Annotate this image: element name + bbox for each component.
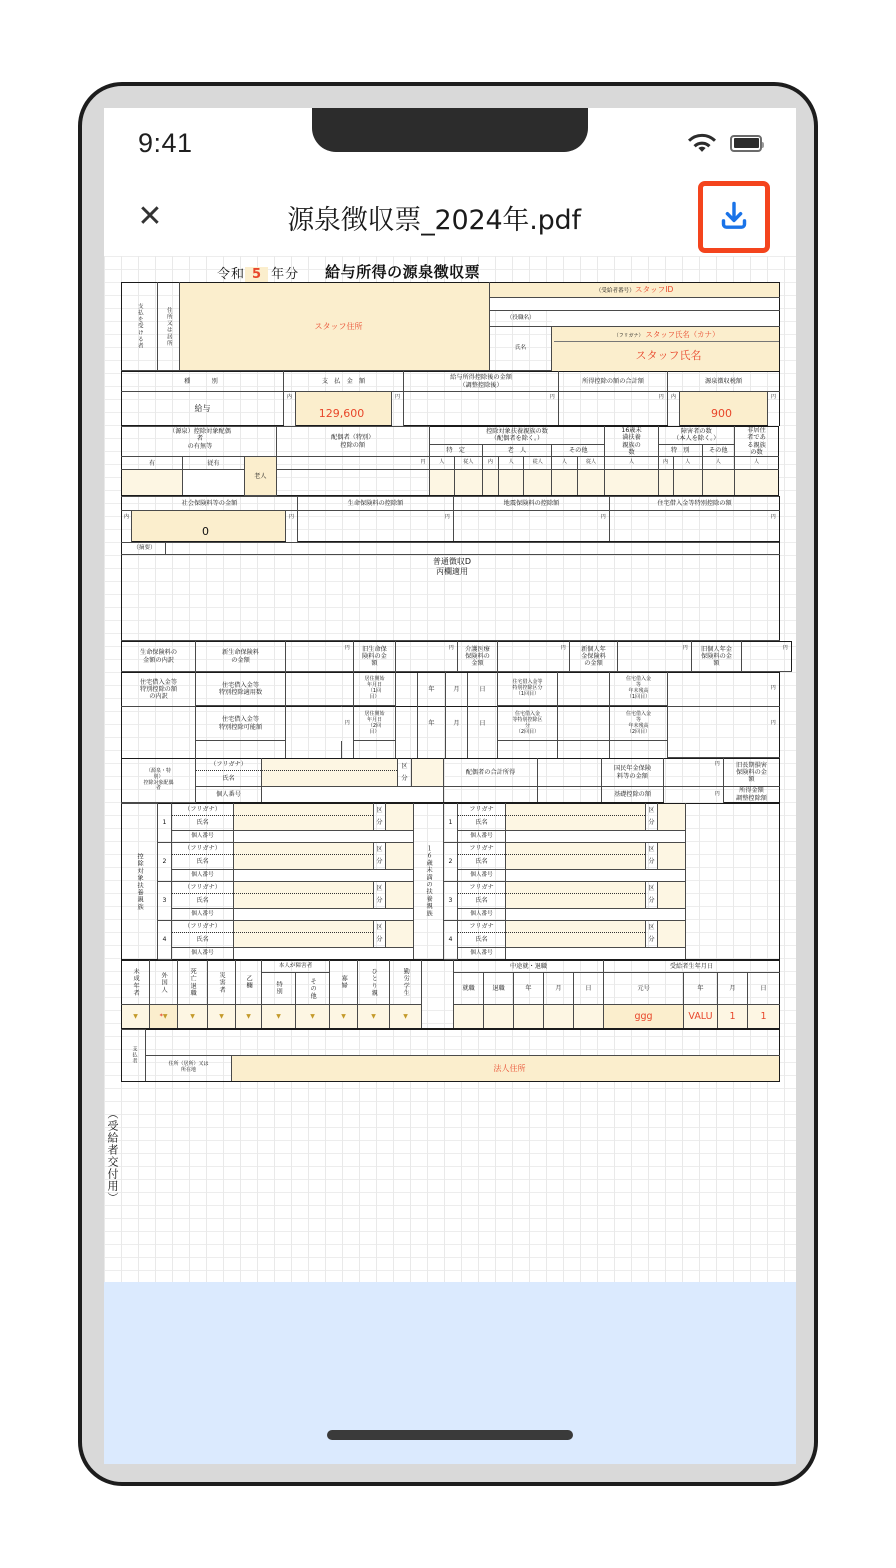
national-pension-yen: 円	[712, 759, 724, 771]
employment-col-retire: 退職	[484, 972, 514, 1004]
employment-value-retire	[484, 1004, 514, 1028]
dep-right-furigana-value-3	[506, 881, 646, 893]
dep-left-kubun-value-3	[386, 881, 414, 908]
dep-right-name-value-1	[506, 815, 646, 830]
under16-header: 16歳未 満扶養 親族の 数	[605, 427, 658, 457]
flag-cell-foreigner: *▼	[150, 1004, 178, 1028]
dep-right-num-1: 1	[444, 803, 458, 842]
dep-right-mynumber-value-1	[506, 830, 686, 842]
elderly-header: 老 人	[482, 444, 551, 457]
housing-detail-row-label: 住宅借入金等 特別控除の額 の内訳	[122, 673, 196, 707]
flag-label-widow: 寡婦	[330, 960, 358, 1004]
housing-balance2-header: 住宅借入金 等 年末残高 （2回目）	[610, 707, 668, 741]
payer-block	[121, 1029, 780, 1082]
quake-insurance-header: 地震保険料の控除額	[454, 497, 610, 511]
dep-right-mynumber-value-4	[506, 947, 686, 959]
dep-left-kubun-3: 区 分	[374, 881, 386, 908]
close-icon[interactable]: ✕	[137, 200, 163, 233]
dep-right-mynumber-label-3: 個人番号	[458, 908, 506, 920]
remarks-body	[122, 555, 780, 641]
disabled-others-unit: 人	[702, 457, 734, 470]
dep-right-kubun-1: 区 分	[646, 803, 658, 830]
dependents-right-label: １６歳未満の扶養親族	[414, 803, 444, 959]
dependents-block	[121, 803, 780, 960]
employment-col-day: 日	[574, 972, 604, 1004]
dep-right-name-value-3	[506, 893, 646, 908]
birthdate-col-day: 日	[748, 972, 780, 1004]
flag-cell-special: ▼	[262, 1004, 296, 1028]
birthdate-value-era: ggg	[604, 1004, 684, 1028]
flag-cell-working-student: ▼	[390, 1004, 422, 1028]
flag-label-working-student: 勤労学生	[390, 960, 422, 1004]
national-pension-label: 国民年金保険 料等の金額	[602, 759, 664, 787]
housing-start2-month: 月	[446, 707, 468, 741]
spouse-mynumber-value	[262, 787, 444, 803]
pdf-page	[104, 256, 796, 1282]
payer-address-label: 住所（居所）又は 所在地	[146, 1055, 232, 1081]
social-inner: 内	[122, 511, 132, 524]
phone-screen	[104, 108, 796, 1464]
employment-value-hire	[454, 1004, 484, 1028]
social-insurance-header: 社会保険料等の金額	[122, 497, 298, 511]
dep-left-name-label-4: 氏名	[172, 932, 234, 947]
disabled-inner: 内	[658, 457, 673, 470]
dep-left-num-1: 1	[158, 803, 172, 842]
spouse-detail-block	[121, 758, 780, 803]
specific-unit: 人	[429, 457, 454, 470]
spouse-income-label: 配偶者の合計所得	[444, 759, 538, 787]
remarks-line-2: 丙欄適用	[436, 566, 468, 576]
recipient-copy-label: （受給者交付用）	[106, 1108, 119, 1204]
withholding-tax-value: 900	[680, 405, 768, 426]
disabled-special-header: 特 別	[658, 444, 702, 457]
employment-col-month: 月	[544, 972, 574, 1004]
tax-inner-mark: 内	[668, 392, 680, 405]
amount-header-type: 種 別	[122, 372, 284, 392]
dep-left-furigana-value-4	[234, 920, 374, 932]
dependents-count-header: 控除対象扶養親族の数 （配偶者を除く。）	[429, 427, 605, 445]
dep-right-kubun-value-1	[658, 803, 686, 830]
spouse-name-value	[262, 771, 398, 787]
spouse-yes-cell: 有	[122, 457, 183, 470]
recipient-position-value	[552, 311, 780, 327]
housing-start2-day: 日	[468, 707, 498, 741]
era-label: 令和	[217, 266, 246, 282]
paid-amount-value: 129,600	[296, 405, 392, 426]
housing-loan-value	[610, 524, 768, 542]
dep-left-name-label-1: 氏名	[172, 815, 234, 830]
dep-right-name-value-2	[506, 854, 646, 869]
birthdate-col-year: 年	[684, 972, 718, 1004]
recipient-block	[121, 282, 780, 371]
spouse-furigana-label: （フリガナ）	[196, 759, 262, 771]
birthdate-title: 受給者生年月日	[604, 960, 780, 972]
specific-header: 特 定	[429, 444, 482, 457]
specific-sub-unit: 従人	[455, 457, 483, 470]
employment-title: 中途就・退職	[454, 960, 604, 972]
self-disabled-header: 本人が障害者	[262, 960, 330, 972]
amount-header-total: 所得控除の額の合計額	[559, 372, 668, 392]
housing-class2-header: 住宅借入金 等特別控除区 分 （2回目）	[498, 707, 558, 741]
amount-header-paid: 支 払 金 額	[284, 372, 404, 392]
spouse-kubun-label: 区 分	[398, 759, 412, 787]
flags-and-dates-block	[121, 960, 780, 1029]
dep-right-kubun-value-3	[658, 881, 686, 908]
dep-left-name-label-2: 氏名	[172, 854, 234, 869]
dep-left-furigana-label-1: （フリガナ）	[172, 803, 234, 815]
status-indicators	[688, 133, 762, 154]
care-yen: 円	[558, 642, 570, 655]
dep-left-name-value-2	[234, 854, 374, 869]
old-pension-yen: 円	[780, 642, 792, 655]
dep-left-furigana-label-4: （フリガナ）	[172, 920, 234, 932]
battery-icon	[730, 135, 762, 152]
disabled-count-header: 障害者の数 （本人を除く。）	[658, 427, 734, 445]
phone-frame	[78, 82, 818, 1486]
spouse-kubun-value	[412, 759, 444, 787]
amount-header-tax: 源泉徴収税額	[668, 372, 780, 392]
life-insurance-value	[298, 524, 442, 542]
housing-balance1-yen: 円	[768, 673, 780, 706]
total-deduction-value	[559, 405, 656, 426]
dep-left-mynumber-label-4: 個人番号	[172, 947, 234, 959]
dep-left-kubun-2: 区 分	[374, 842, 386, 869]
dep-right-num-2: 2	[444, 842, 458, 881]
birthdate-value-day: 1	[748, 1004, 780, 1028]
flag-cell-death: ▼	[178, 1004, 208, 1028]
dep-right-mynumber-value-3	[506, 908, 686, 920]
dep-right-num-4: 4	[444, 920, 458, 959]
social-insurance-value: 0	[132, 524, 286, 542]
housing-start1-day: 日	[468, 673, 498, 706]
wifi-icon	[688, 133, 716, 154]
spouse-subyes-cell: 従有	[183, 457, 244, 470]
spouse-furigana-value	[262, 759, 398, 771]
remarks-block	[121, 542, 780, 641]
dep-left-kubun-value-1	[386, 803, 414, 830]
app-bar	[104, 178, 796, 256]
dep-left-mynumber-value-3	[234, 908, 414, 920]
spouse-special-header: 配偶者（特別） 控除の額	[276, 427, 429, 457]
dep-right-furigana-label-3: フリガナ	[458, 881, 506, 893]
year-suffix: 年分	[271, 266, 300, 282]
dep-left-furigana-value-2	[234, 842, 374, 854]
dep-left-kubun-4: 区 分	[374, 920, 386, 947]
new-pension-header: 新個人年 金保険料 の金額	[570, 642, 618, 672]
nonresident-unit: 人	[734, 457, 778, 470]
recipient-row-label: 支払を受ける者	[122, 283, 158, 371]
dep-left-name-label-3: 氏名	[172, 893, 234, 908]
dep-left-mynumber-value-1	[234, 830, 414, 842]
dep-right-kubun-value-2	[658, 842, 686, 869]
dep-left-kubun-value-2	[386, 842, 414, 869]
deduction-counts-block	[121, 426, 779, 496]
paid-yen-mark: 円	[392, 392, 404, 405]
elderly-inner: 内	[482, 457, 498, 470]
dep-left-kubun-1: 区 分	[374, 803, 386, 830]
dep-right-kubun-4: 区 分	[646, 920, 658, 947]
after-deduction-value	[404, 405, 547, 426]
old-life-header: 旧生命保 険料の金 額	[354, 642, 396, 672]
recipient-number-cell: （受給者番号）スタッフID	[490, 283, 780, 298]
download-button[interactable]	[698, 181, 770, 253]
dep-right-furigana-value-4	[506, 920, 646, 932]
flag-cell-widow: ▼	[330, 1004, 358, 1028]
dep-right-kubun-2: 区 分	[646, 842, 658, 869]
elderly-sub-unit: 従人	[524, 457, 552, 470]
recipient-number-blank	[490, 298, 780, 311]
new-pension-yen: 円	[680, 642, 692, 655]
life-yen: 円	[442, 511, 454, 524]
income-adjust-label: 所得金額 調整控除額	[724, 787, 780, 803]
others-unit: 人	[552, 457, 577, 470]
form-main-title: 給与所得の源泉徴収票	[325, 263, 481, 282]
spouse-block-label: （源泉・特 別） 控除対象配偶 者	[122, 759, 196, 803]
housing-start2-year: 年	[418, 707, 446, 741]
download-icon	[716, 199, 752, 235]
status-clock: 9:41	[138, 127, 193, 158]
dep-right-mynumber-label-2: 個人番号	[458, 869, 506, 881]
dep-left-mynumber-label-1: 個人番号	[172, 830, 234, 842]
dep-right-furigana-label-4: フリガナ	[458, 920, 506, 932]
housing-applied-header: 住宅借入金等 特別控除適用数	[196, 673, 286, 706]
amount-header-after: 給与所得控除後の金額 （調整控除後）	[404, 372, 559, 392]
spouse-name-label: 氏名	[196, 771, 262, 787]
dep-left-furigana-label-3: （フリガナ）	[172, 881, 234, 893]
old-life-yen: 円	[446, 642, 458, 655]
old-longterm-label: 旧長期損害 保険料の金 額	[724, 759, 780, 787]
dep-left-mynumber-label-3: 個人番号	[172, 908, 234, 920]
birthdate-value-month: 1	[718, 1004, 748, 1028]
amount-type-value: 給与	[122, 392, 284, 426]
dep-left-num-2: 2	[158, 842, 172, 881]
document-title: 源泉徴収票_2024年.pdf	[287, 204, 581, 236]
dep-right-num-3: 3	[444, 881, 458, 920]
employment-col-hire: 就職	[454, 972, 484, 1004]
dep-right-name-label-2: 氏名	[458, 854, 506, 869]
dep-right-mynumber-label-4: 個人番号	[458, 947, 506, 959]
flag-label-death: 死亡退職	[178, 960, 208, 1004]
flag-cell-minor: ▼	[122, 1004, 150, 1028]
dep-left-mynumber-value-4	[234, 947, 414, 959]
dependents-left-label: 控除対象扶養親族	[122, 803, 158, 959]
dep-right-mynumber-label-1: 個人番号	[458, 830, 506, 842]
flag-label-other: その他	[296, 972, 330, 1004]
new-life-header: 新生命保険料 の金額	[196, 642, 286, 672]
form-title-row	[121, 260, 779, 282]
dep-right-kubun-3: 区 分	[646, 881, 658, 908]
spouse-deduction-title: （源泉）控除対象配偶 者 の有無等	[122, 427, 277, 457]
dep-right-mynumber-value-2	[506, 869, 686, 881]
flag-label-minor: 未成年者	[122, 960, 150, 1004]
disabled-others-header: その他	[702, 444, 734, 457]
under16-unit: 人	[605, 457, 658, 470]
withholding-slip-form	[121, 260, 788, 1082]
housing-yen: 円	[768, 511, 780, 524]
birthdate-value-year: VALU	[684, 1004, 718, 1028]
elderly-unit: 人	[498, 457, 523, 470]
insurance-totals-block	[121, 496, 780, 542]
era-year-value: 5	[245, 267, 268, 282]
flag-cell-other: ▼	[296, 1004, 330, 1028]
flag-label-disaster: 災害者	[208, 960, 236, 1004]
flag-cell-otsu: ▼	[236, 1004, 262, 1028]
dep-left-num-3: 3	[158, 881, 172, 920]
flag-cell-disaster: ▼	[208, 1004, 236, 1028]
spouse-income-value	[538, 759, 602, 787]
home-indicator	[327, 1430, 573, 1440]
old-pension-header: 旧個人年金 保険料の金 額	[692, 642, 742, 672]
flag-cell-single-parent: ▼	[358, 1004, 390, 1028]
dep-right-furigana-value-2	[506, 842, 646, 854]
remarks-line-1: 普通徴収D	[432, 557, 472, 567]
phone-notch	[312, 108, 588, 152]
recipient-name-cell: （フリガナ） スタッフ氏名（カナ） スタッフ氏名	[552, 327, 780, 371]
life-insurance-detail-block	[121, 641, 792, 672]
birthdate-col-month: 月	[718, 972, 748, 1004]
dep-right-furigana-label-1: フリガナ	[458, 803, 506, 815]
basic-deduction-yen: 円	[712, 787, 724, 803]
housing-start1-year: 年	[418, 673, 446, 706]
dep-left-name-value-3	[234, 893, 374, 908]
disabled-special-unit: 人	[673, 457, 702, 470]
total-yen-mark: 円	[656, 392, 668, 405]
after-yen-mark: 円	[547, 392, 559, 405]
care-header: 介護医療 保険料の 金額	[458, 642, 498, 672]
employment-col-year: 年	[514, 972, 544, 1004]
recipient-position-label: （役職名）	[490, 311, 552, 327]
others-sub-unit: 従人	[577, 457, 605, 470]
dep-left-mynumber-label-2: 個人番号	[172, 869, 234, 881]
social-yen: 円	[286, 511, 298, 524]
new-life-yen: 円	[342, 642, 354, 655]
spouse-elderly-cell: 老人	[244, 457, 276, 496]
employment-value-year	[514, 1004, 544, 1028]
dep-right-name-label-3: 氏名	[458, 893, 506, 908]
dep-left-furigana-label-2: （フリガナ）	[172, 842, 234, 854]
flag-label-foreigner: 外国人	[150, 960, 178, 1004]
birthdate-col-era: 元号	[604, 972, 684, 1004]
nonresident-header: 非居住 者であ る親族 の数	[734, 427, 778, 457]
payer-address-value: 法人住所	[232, 1055, 780, 1081]
recipient-address-value: スタッフ住所	[180, 283, 490, 371]
dep-left-kubun-value-4	[386, 920, 414, 947]
dep-right-furigana-label-2: フリガナ	[458, 842, 506, 854]
housing-start2-header: 居住開始 年月日 （2回 目）	[354, 707, 396, 741]
dep-right-furigana-value-1	[506, 803, 646, 815]
employment-value-day	[574, 1004, 604, 1028]
flag-label-otsu: 乙欄	[236, 960, 262, 1004]
housing-balance1-header: 住宅借入金 等 年末残高 （1回目）	[610, 673, 668, 706]
payer-label: 支払者	[122, 1029, 146, 1081]
paid-inner-mark: 内	[284, 392, 296, 405]
employment-value-month	[544, 1004, 574, 1028]
remarks-label: （摘要）	[122, 543, 166, 555]
dep-right-name-label-1: 氏名	[458, 815, 506, 830]
dep-right-name-label-4: 氏名	[458, 932, 506, 947]
housing-balance2-yen: 円	[768, 707, 780, 741]
dep-left-name-value-1	[234, 815, 374, 830]
dep-left-num-4: 4	[158, 920, 172, 959]
spouse-mynumber-label: 個人番号	[196, 787, 262, 803]
recipient-name-label: 氏名	[490, 327, 552, 371]
spouse-special-yen: 円	[418, 457, 430, 470]
dep-right-name-value-4	[506, 932, 646, 947]
housing-class1-header: 住宅借入金等 特別控除区分 （1回目）	[498, 673, 558, 706]
recipient-address-label: 住所又は居所	[158, 283, 180, 371]
dep-left-mynumber-value-2	[234, 869, 414, 881]
housing-loan-detail-block	[121, 672, 780, 758]
housing-start1-month: 月	[446, 673, 468, 706]
dep-left-furigana-value-1	[234, 803, 374, 815]
housing-possible-header: 住宅借入金等 特別控除可能額	[196, 707, 286, 741]
housing-loan-header: 住宅借入金等特別控除の額	[610, 497, 780, 511]
life-detail-row-label: 生命保険料の 金額の内訳	[122, 642, 196, 672]
flag-label-special: 特別	[262, 972, 296, 1004]
dep-left-name-value-4	[234, 932, 374, 947]
dep-left-furigana-value-3	[234, 881, 374, 893]
tax-yen-mark: 円	[768, 392, 780, 405]
housing-possible-yen: 円	[342, 707, 354, 741]
others-header: その他	[552, 444, 605, 457]
payer-name-row	[146, 1029, 780, 1055]
dep-right-kubun-value-4	[658, 920, 686, 947]
flag-label-single-parent: ひとり親	[358, 960, 390, 1004]
quake-insurance-value	[454, 524, 598, 542]
life-insurance-header: 生命保険料の控除額	[298, 497, 454, 511]
pdf-viewport[interactable]	[104, 256, 796, 1464]
basic-deduction-label: 基礎控除の額	[602, 787, 664, 803]
housing-start1-header: 居住開始 年月日 （1回 目）	[354, 673, 396, 706]
amounts-block	[121, 371, 780, 426]
quake-yen: 円	[598, 511, 610, 524]
